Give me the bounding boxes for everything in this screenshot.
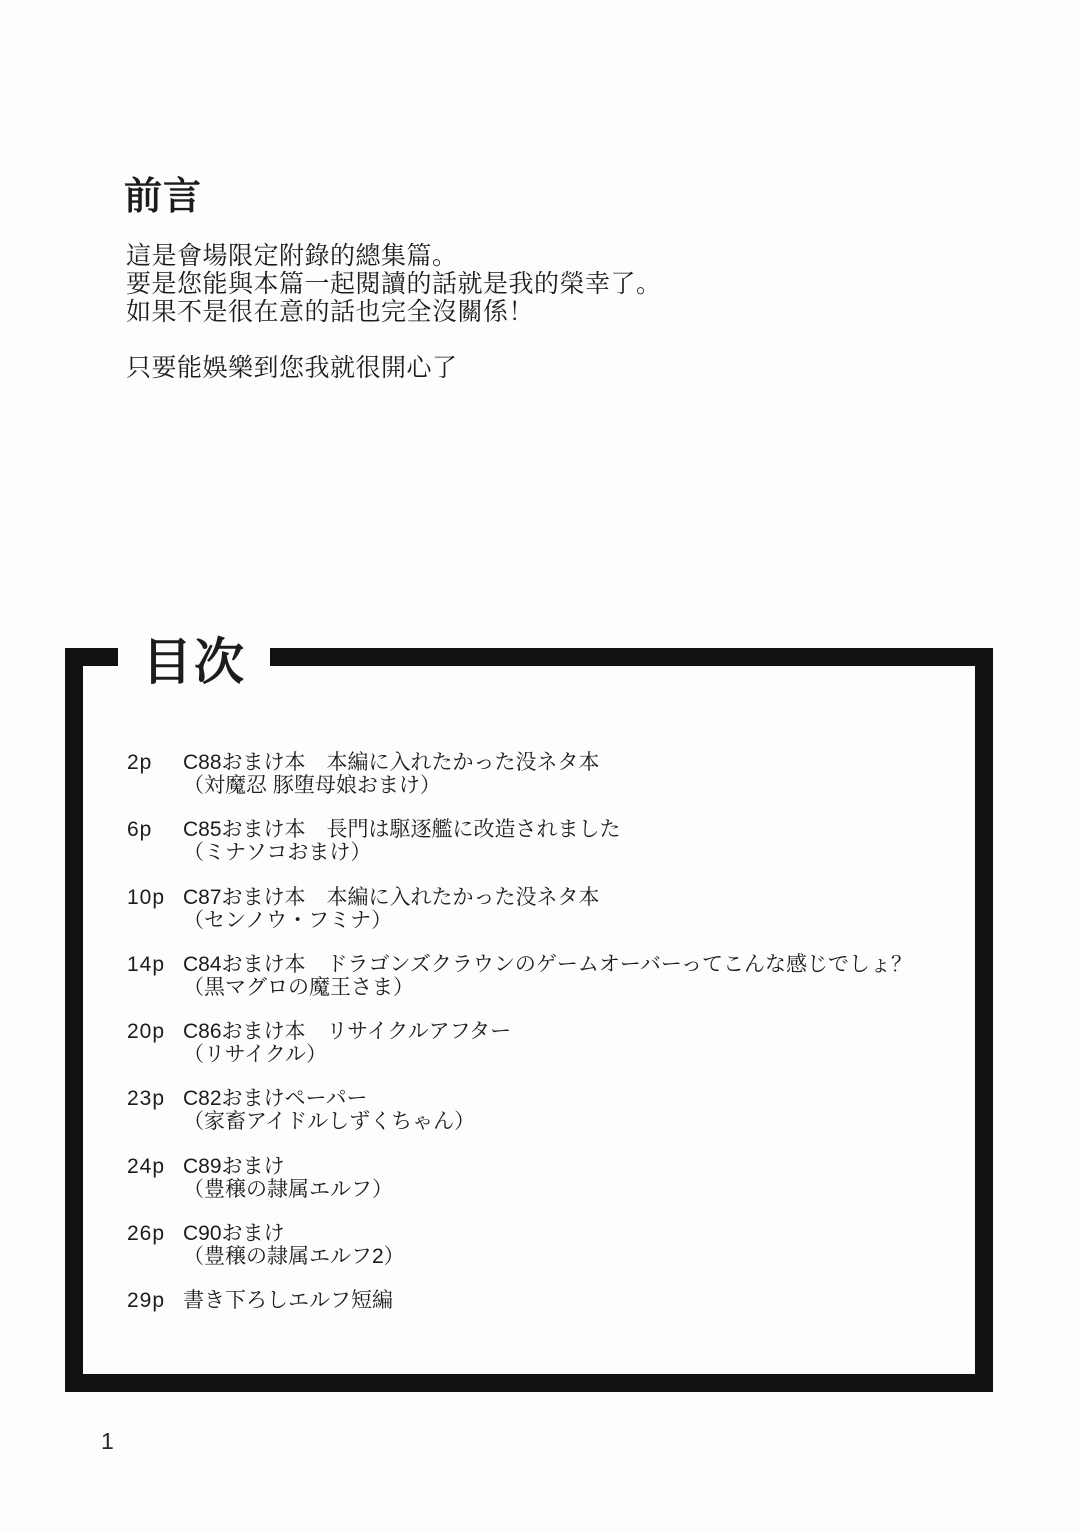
toc-title: 目次 xyxy=(118,632,270,692)
toc-entry-title: C87おまけ本 本編に入れたかった没ネタ本 xyxy=(183,886,600,909)
toc-entry-subtitle: （対魔忍 豚堕母娘おまけ） xyxy=(183,774,441,797)
toc-entry-page-number: 23p xyxy=(127,1087,166,1110)
toc-entry-title: C86おまけ本 リサイクルアフター xyxy=(183,1020,512,1043)
toc-entry-subtitle: （リサイクル） xyxy=(183,1043,328,1066)
toc-entry xyxy=(127,751,973,797)
toc-entry xyxy=(127,953,973,999)
toc-entry-title: C84おまけ本 ドラゴンズクラウンのゲームオーバーってこんな感じでしょ？ xyxy=(183,953,913,976)
toc-entry xyxy=(127,1155,973,1201)
toc-entry-text xyxy=(183,1087,475,1133)
page-number: 1 xyxy=(101,1428,114,1454)
toc-entry-subtitle: （黒マグロの魔王さま） xyxy=(183,976,414,999)
toc-entry-subtitle: （豊穣の隷属エルフ） xyxy=(183,1178,393,1201)
toc-entry-text xyxy=(183,1020,511,1066)
toc-entry-subtitle: （センノウ・フミナ） xyxy=(183,909,393,932)
toc-entry xyxy=(127,1087,973,1133)
toc-entry-page-number: 14p xyxy=(127,953,166,976)
preface-line: 這是會場限定附錄的總集篇。 xyxy=(126,242,458,270)
toc-entry-title: 書き下ろしエルフ短編 xyxy=(183,1289,393,1312)
preface-line: 如果不是很在意的話也完全沒關係！ xyxy=(126,298,535,326)
toc-entry-text xyxy=(183,953,912,999)
toc-entry-text xyxy=(183,1222,405,1268)
toc-entry-subtitle: （豊穣の隷属エルフ2） xyxy=(183,1245,405,1268)
toc-entry-page-number: 24p xyxy=(127,1155,166,1178)
toc-entry-title: C85おまけ本 長門は駆逐艦に改造されました xyxy=(183,818,621,841)
toc-entry-text xyxy=(183,1289,393,1312)
toc-entry-page-number: 10p xyxy=(127,886,166,909)
toc-entry-title: C90おまけ xyxy=(183,1222,285,1245)
toc-entry-text xyxy=(183,886,600,932)
toc-entry-page-number: 2p xyxy=(127,751,153,774)
toc-entry-subtitle: （家畜アイドルしずくちゃん） xyxy=(183,1110,476,1133)
toc-entry-title: C82おまけペーパー xyxy=(183,1087,368,1110)
toc-entry xyxy=(127,1020,973,1066)
preface-line: 只要能娛樂到您我就很開心了 xyxy=(126,354,458,382)
toc-entry-text xyxy=(183,818,621,864)
toc-entry xyxy=(127,818,973,864)
toc-entry-page-number: 26p xyxy=(127,1222,166,1245)
toc-entry xyxy=(127,1289,973,1312)
toc-entry-title: C88おまけ本 本編に入れたかった没ネタ本 xyxy=(183,751,600,774)
toc-entry-text xyxy=(183,1155,393,1201)
toc-entry-title: C89おまけ xyxy=(183,1155,285,1178)
toc-entry-text xyxy=(183,751,600,797)
toc-entry xyxy=(127,886,973,932)
toc-entry xyxy=(127,1222,973,1268)
preface-line: 要是您能與本篇一起閱讀的話就是我的榮幸了。 xyxy=(126,270,662,298)
toc-entry-page-number: 29p xyxy=(127,1289,166,1312)
toc-entry-page-number: 6p xyxy=(127,818,153,841)
preface-title: 前言 xyxy=(124,176,203,218)
toc-entry-subtitle: （ミナソコおまけ） xyxy=(183,841,372,864)
toc-entry-page-number: 20p xyxy=(127,1020,166,1043)
